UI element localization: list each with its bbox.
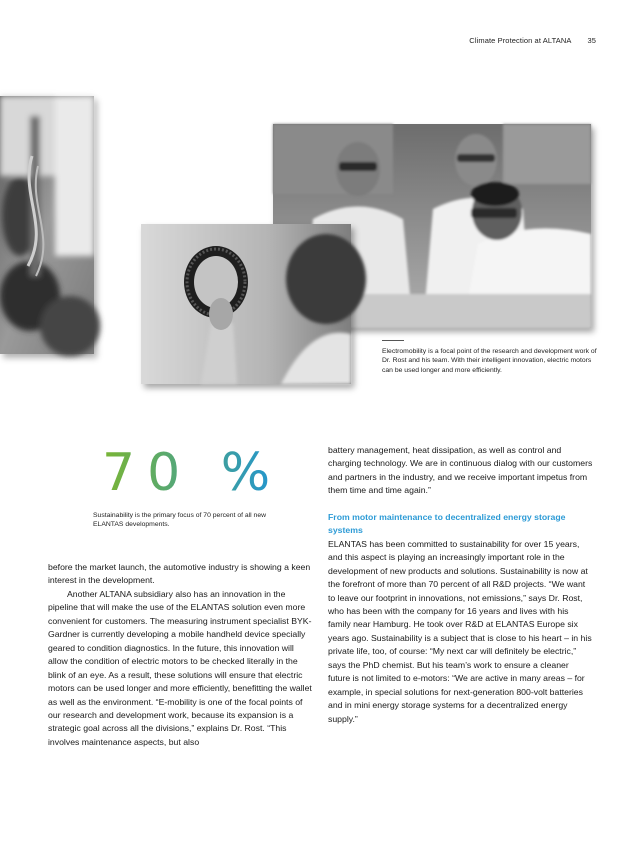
section-subheading: From motor maintenance to decentralized energy storage systems [328, 511, 566, 536]
right-paragraph-2: ELANTAS has been committed to sustainability for over 15 years, and this aspect is playing an increasingly important role in the development of new products and solutions. Sustainability is now at the forefront of more than 70 percent of all R&D projects. “We want to leave our footprint in innovations, not emissions,” says Dr. Rost, who has been with the company for 16 years and lives with his family near Hamburg. He took over R&D at ELANTAS Europe six years ago. Sustainability is a subject that is close to his heart – in his private life, too, of course: “My next car will definitely be electric,” says the PhD chemist. But his team’s work to ensure a cleaner future is not limited to e-motors: “We are active in many areas – for example, in special solutions for next-generation 800-volt batteries and in mini energy storage systems for a decentralized energy supply.” [328, 538, 592, 724]
caption-rule [382, 340, 404, 341]
left-column [48, 561, 314, 749]
stat-caption: Sustainability is the primary focus of 70 percent of all new ELANTAS developments. [93, 512, 267, 529]
plant-detail-illustration [0, 96, 94, 354]
stat-graphic [98, 436, 283, 503]
left-paragraph-2: Another ALTANA subsidiary also has an innovation in the pipeline that will make the use of the ELANTAS solution even more convenient for customers. The measuring instrument specialist BYK-Gardner is currently developing a mobile handheld device specially geared to condition diagnostics. In the future, this innovation will allow the condition of electric motors to be checked literally in the blink of an eye. As a result, these solutions will ensure that electric motors can be used longer and more efficiently, benefitting the wallet as well as the environment. “E-mobility is one of the focal points of our research and development work, because its expansion is a strategic goal across all the divisions,” explains Dr. Rost. “This involves maintenance aspects, but also [48, 588, 312, 747]
running-title: Climate Protection at ALTANA [469, 36, 572, 45]
motor-photo [141, 224, 351, 384]
left-photo [0, 96, 94, 354]
motor-stator-illustration [141, 224, 351, 384]
right-column [328, 444, 593, 726]
photo-caption: Electromobility is a focal point of the research and development work of Dr. Rost and his team. With their intelligent innovation, electric motors can be used longer and more efficiently. [382, 348, 597, 374]
stat-value-svg [98, 436, 283, 503]
left-paragraph-1: before the market launch, the automotive industry is showing a keen interest in the development. [48, 562, 311, 586]
running-header [469, 36, 596, 45]
page-number: 35 [587, 36, 596, 45]
right-paragraph-1: battery management, heat dissipation, as well as control and charging technology. We are in continuous dialog with our customers and partners in the industry, and we receive important impetus from them time and time again.” [328, 445, 593, 496]
stat-value: 70 % [102, 443, 283, 503]
